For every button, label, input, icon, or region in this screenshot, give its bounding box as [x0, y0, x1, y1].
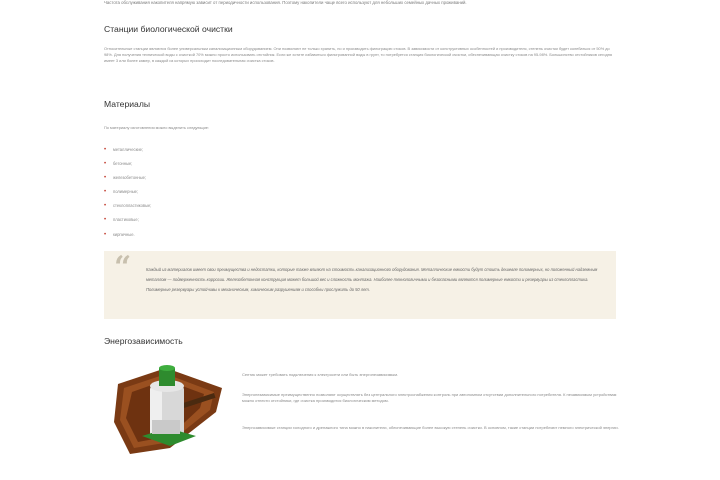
energy-paragraph: Энергозависимые станции холодного и дренажного типа можно в накопители, обеспечивающие более высокую степень очистки. В основном, такие станции потребляют немного электрической энергии.: [242, 425, 619, 430]
list-item: • металлические;: [104, 147, 144, 153]
bio-section-paragraph: Относительные станции являются более универсальным канализационным оборудованием. Они позволяют не только хранить, но и производить фильтрацию стоков. В зависимости от конструктивных особенностей и производителя, степень очистки будет колебаться от 50% до 98%. Для получения технической воды с очисткой 70% можно просто использовать отстойник. Если же хотите избавиться фильтрованной воды в грунт, то потребуется станция биологической очистки, обеспечивающая очистку стоков на 95-98%. Большинство отстойников сегодня имеет 3 или более камер, в каждой из которых происходит последовательная очистка стоков.: [104, 46, 613, 64]
list-item: • бетонные;: [104, 161, 133, 168]
bullet-icon: •: [104, 203, 107, 210]
intro-line: Частота обслуживания накопителя напрямую зависит от периодичности использования. Поэтому накопители чаще всего используют для небольших семейных дачных проживаний.: [104, 0, 467, 5]
list-item: • полимерные;: [104, 189, 139, 196]
bullet-icon: •: [104, 161, 107, 168]
quote-icon: “: [114, 250, 132, 285]
bullet-icon: •: [104, 231, 107, 238]
blockquote: [104, 251, 616, 319]
materials-list: [104, 146, 151, 245]
quote-text: Каждый из материалов имеет свои преимущества и недостатки, которые также влияют на стоимость канализационного оборудования. Металлические емкости будут стоить дешевле полимерных, но положенный надземным металлом — подверженность коррозии. Железобетонная конструкция может большой вес и сложность монтажа. Наиболее технологичными и безопасными являются полимерные емкости и резервуары из стеклопластика. Полимерные резервуары устойчивы к механическим, химическим разрушениям и способны прослужить до 50 лет.: [146, 267, 598, 292]
bullet-icon: •: [104, 189, 107, 196]
energy-title: Энергозависимость: [104, 336, 183, 346]
list-item: • стеклопластиковые;: [104, 203, 152, 210]
list-item: • железобетонные;: [104, 175, 146, 182]
materials-title: Материалы: [104, 99, 151, 109]
list-item: • кирпичные.: [104, 231, 135, 238]
energy-paragraph: Септик может требовать подключения к электросети или быть энергонезависимым.: [242, 372, 399, 377]
energy-paragraph: Энергонезависимые преимущественно позволяют осуществлять без центрального электроснабжения контроль при автономном отсутствии дополнительного потребителя. К независимым устройствам можно отнести отстойники, где очистка производится биологическим методом.: [242, 392, 617, 404]
bullet-icon: •: [104, 147, 107, 153]
bullet-icon: •: [104, 175, 107, 182]
list-item: • пластиковые;: [104, 217, 139, 224]
septic-tank-illustration: [112, 362, 224, 454]
bullet-icon: •: [104, 217, 107, 224]
materials-intro: По материалу изготовления можно выделить следующие:: [104, 125, 210, 130]
bio-section-title: Станции биологической очистки: [104, 24, 233, 34]
